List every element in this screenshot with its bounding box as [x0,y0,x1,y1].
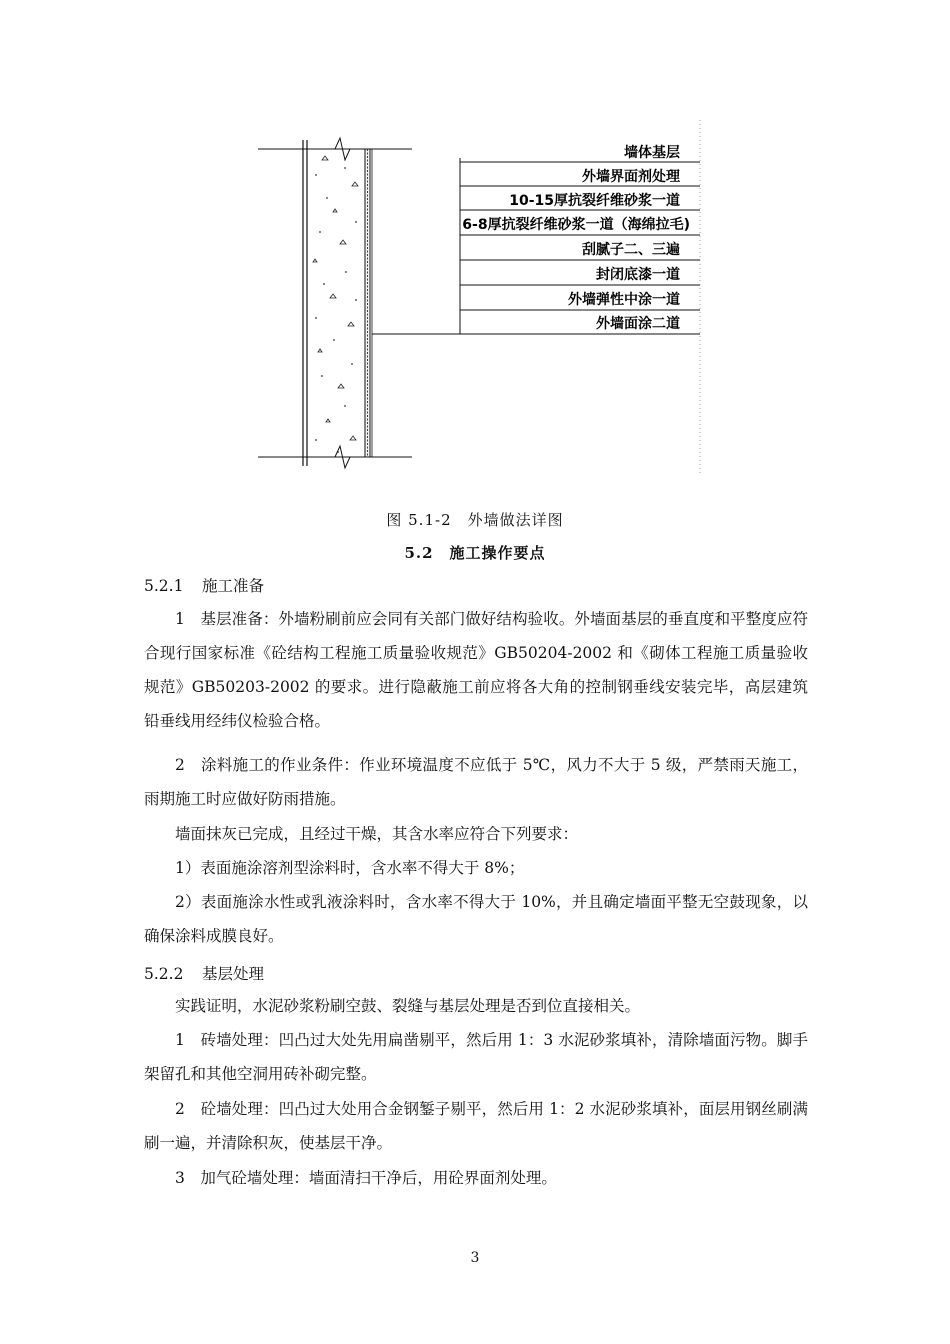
legend-layer-3: 10-15厚抗裂纤维砂浆一道 [509,193,680,209]
legend-layer-4: 6-8厚抗裂纤维砂浆一道（海绵拉毛) [462,217,690,233]
legend-layer-6: 封闭底漆一道 [596,267,680,283]
paragraph-moisture-solvent: 1）表面施涂溶剂型涂料时，含水率不得大于 8%； [175,859,525,877]
legend-layer-7: 外墙弹性中涂一道 [568,292,680,308]
paragraph-brick-wall: 1 砖墙处理：凹凸过大处先用扁凿剔平，然后用 1：3 水泥砂浆填补，清除墙面污物。脚手架留孔和其他空洞用砖补砌完整。 [144,1031,808,1083]
subsection-number: 5.2.2 [144,965,184,983]
page-number: 3 [470,1250,480,1266]
paragraph-base-preparation: 1 基层准备：外墙粉刷前应会同有关部门做好结构验收。外墙面基层的垂直度和平整度应符合现行国家标准《砼结构工程施工质量验收规范》GB50204-2002 和《砌体工程施工质量验收规范》GB50203-2002 的要求。进行隐蔽施工前应将各大角的控制钢垂线安装完毕，高层建筑铅垂线用经纬仪检验合格。 [144,610,808,730]
legend-layer-2: 外墙界面剂处理 [582,169,680,185]
paragraph-moisture-intro: 墙面抹灰已完成，且经过干燥，其含水率应符合下列要求： [175,825,579,843]
subsection-number: 5.2.1 [144,577,184,595]
paragraph-concrete-wall: 2 砼墙处理：凹凸过大处用合金钢錾子剔平，然后用 1：2 水泥砂浆填补，面层用钢丝刷满刷一遍，并清除积灰，使基层干净。 [144,1100,808,1152]
legend-layer-8: 外墙面涂二道 [596,316,680,332]
figure-caption: 图 5.1-2 外墙做法详图 [386,511,564,529]
legend-layer-5: 刮腻子二、三遍 [582,242,680,258]
subsection-title: 施工准备 [202,577,265,595]
paragraph-coating-conditions: 2 涂料施工的作业条件：作业环境温度不应低于 5℃，风力不大于 5 级，严禁雨天施工，雨期施工时应做好防雨措施。 [144,756,808,808]
subsection-heading-521 [144,574,264,596]
paragraph-aerated-concrete: 3 加气砼墙处理：墙面清扫干净后，用砼界面剂处理。 [175,1169,557,1187]
subsection-title: 基层处理 [202,965,265,983]
paragraph-practice-proof: 实践证明，水泥砂浆粉刷空鼓、裂缝与基层处理是否到位直接相关。 [175,997,641,1015]
leader-line [372,158,460,334]
finish-layers [365,149,372,457]
layer-legend [460,144,700,334]
section-title: 5.2 施工操作要点 [404,544,546,562]
subsection-heading-522 [144,962,264,984]
legend-layer-1: 墙体基层 [624,145,680,161]
wall-detail-figure [0,0,950,500]
paragraph-moisture-water: 2）表面施涂水性或乳液涂料时，含水率不得大于 10%，并且确定墙面平整无空鼓现象，以确保涂料成膜良好。 [144,893,808,945]
concrete-wall [303,140,358,466]
